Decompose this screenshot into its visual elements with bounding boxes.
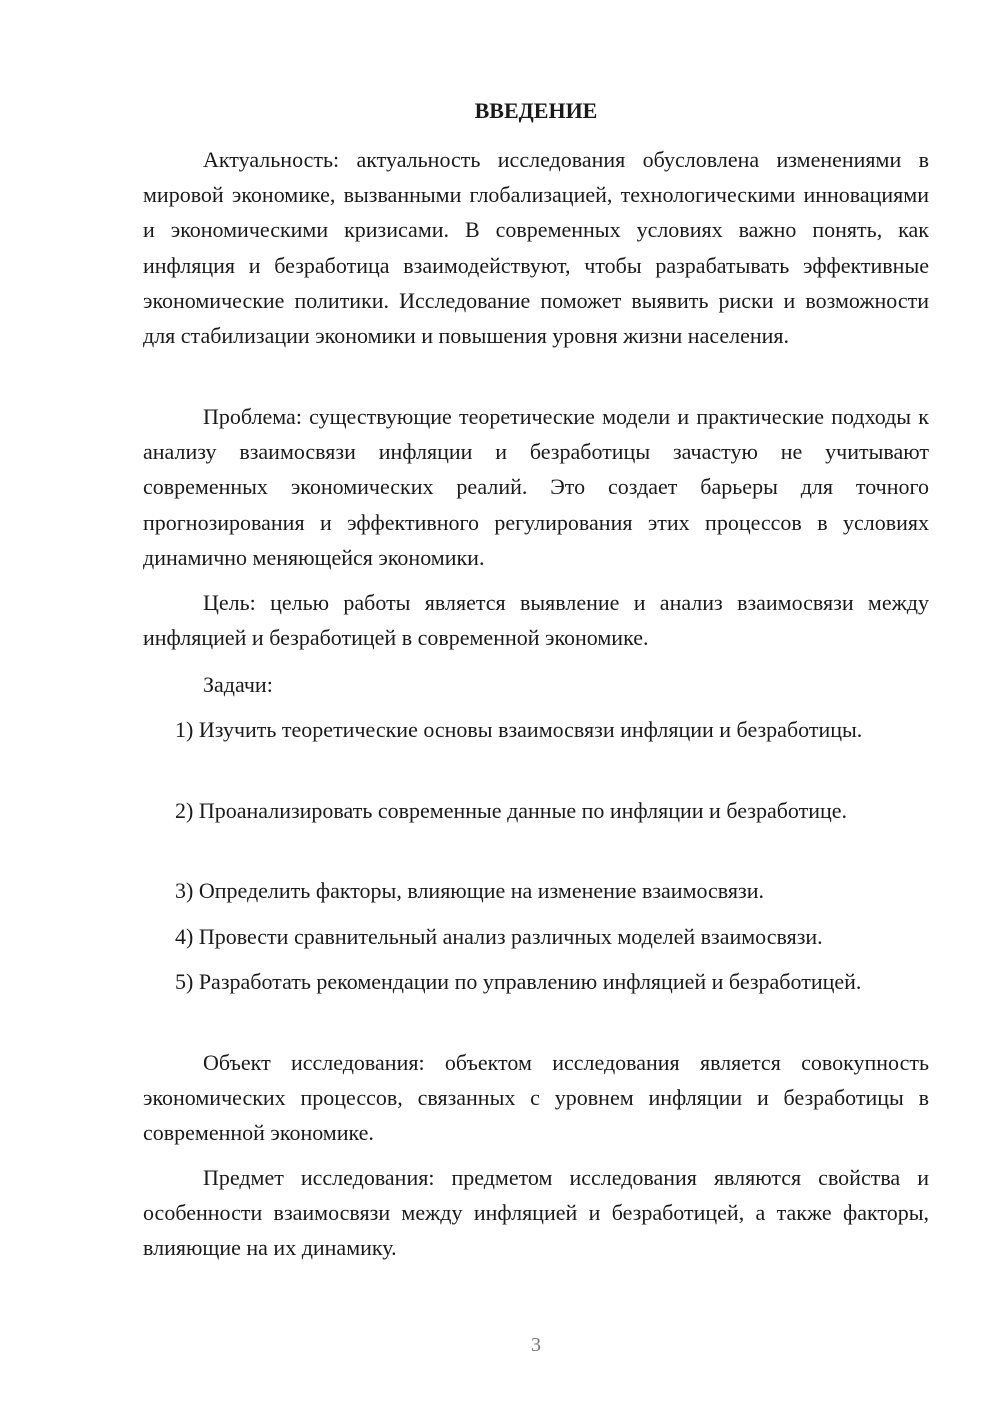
paragraph-tasks-heading: Задачи: xyxy=(203,672,273,697)
task-item-3: 3) Определить факторы, влияющие на изменение взаимосвязи. xyxy=(175,878,764,903)
task-item-2: 2) Проанализировать современные данные по инфляции и безработице. xyxy=(175,798,848,823)
paragraph-problem: Проблема: существующие теоретические модели и практические подходы к анализу взаимосвязи инфляции и безработицы зачастую не учитывают современных экономических реалий. Это создает барьеры для точного прогнозирования и эффективного регулирования этих процессов в условиях динамично меняющейся экономики. xyxy=(143,404,929,570)
paragraph-relevance: Актуальность: актуальность исследования обусловлена изменениями в мировой экономике, вызванными глобализацией, технологическими инновациями и экономическими кризисами. В современных условиях важно понять, как инфляция и безработица взаимодействуют, чтобы разрабатывать эффективные экономические политики. Исследование поможет выявить риски и возможности для стабилизации экономики и повышения уровня жизни населения. xyxy=(143,147,929,349)
paragraph-object: Объект исследования: объектом исследования является совокупность экономических процессов, связанных с уровнем инфляции и безработицы в современной экономике. xyxy=(143,1050,929,1146)
paragraph-goal: Цель: целью работы является выявление и анализ взаимосвязи между инфляцией и безработицей в современной экономике. xyxy=(143,590,929,651)
paragraph-subject: Предмет исследования: предметом исследования являются свойства и особенности взаимосвязи между инфляцией и безработицей, а также факторы, влияющие на их динамику. xyxy=(143,1165,929,1261)
task-item-4: 4) Провести сравнительный анализ различных моделей взаимосвязи. xyxy=(175,924,823,949)
section-title: ВВЕДЕНИЕ xyxy=(474,98,598,123)
task-item-5: 5) Разработать рекомендации по управлению инфляцией и безработицей. xyxy=(175,969,862,994)
page-number: 3 xyxy=(531,1334,541,1356)
task-item-1: 1) Изучить теоретические основы взаимосвязи инфляции и безработицы. xyxy=(175,717,863,742)
